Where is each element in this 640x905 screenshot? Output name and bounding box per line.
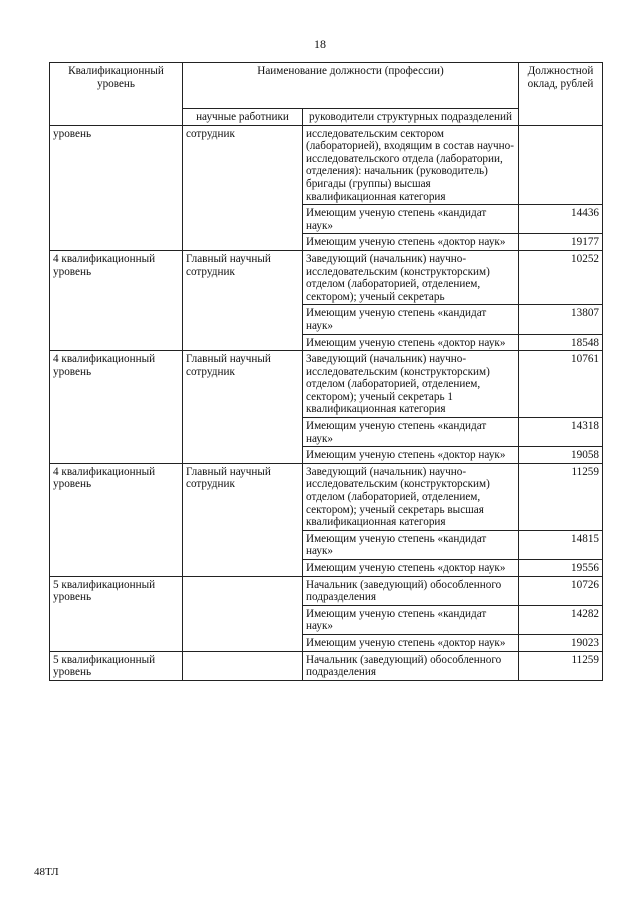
cell-salary: 14815 (519, 530, 603, 559)
table-row (50, 351, 603, 418)
cell-salary: 19177 (519, 234, 603, 251)
header-position: Наименование должности (профессии) (183, 63, 519, 109)
cell-head-position: Имеющим ученую степень «кандидат наук» (303, 418, 519, 447)
cell-salary: 11259 (519, 651, 603, 680)
table-row (50, 576, 603, 605)
cell-salary: 19058 (519, 447, 603, 464)
cell-head-position: Заведующий (начальник) научно-исследовательским (конструкторским) отделом (лабораторией, отделением, сектором); ученый секретарь 1 квалификационная категория (303, 351, 519, 418)
cell-level: 4 квалификационный уровень (50, 351, 183, 464)
footer-code: 48ТЛ (34, 866, 59, 878)
cell-head-position: Заведующий (начальник) научно-исследовательским (конструкторским) отделом (лабораторией, отделением, сектором); ученый секретарь (303, 250, 519, 304)
cell-researcher (183, 576, 303, 651)
header-researchers: научные работники (183, 109, 303, 126)
cell-level: уровень (50, 125, 183, 250)
table-row (50, 463, 603, 530)
cell-head-position: Имеющим ученую степень «доктор наук» (303, 560, 519, 577)
cell-researcher: сотрудник (183, 125, 303, 250)
cell-salary: 14318 (519, 418, 603, 447)
cell-salary: 11259 (519, 463, 603, 530)
cell-head-position: Имеющим ученую степень «доктор наук» (303, 447, 519, 464)
cell-head-position: Имеющим ученую степень «доктор наук» (303, 634, 519, 651)
cell-head-position: Заведующий (начальник) научно-исследовательским (конструкторским) отделом (лабораторией, отделением, сектором); ученый секретарь высшая квалификационная категория (303, 463, 519, 530)
cell-level: 5 квалификационный уровень (50, 651, 183, 680)
cell-researcher: Главный научный сотрудник (183, 463, 303, 576)
cell-head-position: Начальник (заведующий) обособленного подразделения (303, 651, 519, 680)
cell-head-position: Имеющим ученую степень «доктор наук» (303, 334, 519, 351)
cell-researcher (183, 651, 303, 680)
cell-level: 5 квалификационный уровень (50, 576, 183, 651)
table-header-row (50, 63, 603, 109)
cell-salary: 14436 (519, 205, 603, 234)
cell-head-position: Имеющим ученую степень «кандидат наук» (303, 530, 519, 559)
cell-head-position: Имеющим ученую степень «доктор наук» (303, 234, 519, 251)
cell-level: 4 квалификационный уровень (50, 250, 183, 350)
header-salary: Должностной оклад, рублей (519, 63, 603, 126)
cell-researcher: Главный научный сотрудник (183, 351, 303, 464)
cell-head-position: Начальник (заведующий) обособленного подразделения (303, 576, 519, 605)
page-number: 18 (314, 37, 326, 51)
cell-salary: 18548 (519, 334, 603, 351)
cell-salary: 10726 (519, 576, 603, 605)
header-level: Квалификационный уровень (50, 63, 183, 126)
table-row (50, 651, 603, 680)
cell-head-position: Имеющим ученую степень «кандидат наук» (303, 305, 519, 334)
table-row (50, 125, 603, 205)
cell-salary: 10252 (519, 250, 603, 304)
table-body (50, 125, 603, 680)
cell-salary: 19023 (519, 634, 603, 651)
cell-head-position: Имеющим ученую степень «кандидат наук» (303, 605, 519, 634)
header-heads: руководители структурных подразделений (303, 109, 519, 126)
cell-researcher: Главный научный сотрудник (183, 250, 303, 350)
cell-salary (519, 125, 603, 205)
cell-salary: 14282 (519, 605, 603, 634)
cell-head-position: Имеющим ученую степень «кандидат наук» (303, 205, 519, 234)
cell-salary: 19556 (519, 560, 603, 577)
cell-salary: 10761 (519, 351, 603, 418)
table-row (50, 250, 603, 304)
cell-level: 4 квалификационный уровень (50, 463, 183, 576)
cell-head-position: исследовательским сектором (лабораторией), входящим в состав научно-исследовательского отдела (лаборатории, отделения): начальник (руководитель) бригады (группы) высшая квалификационная категория (303, 125, 519, 205)
salary-table (49, 62, 603, 681)
cell-salary: 13807 (519, 305, 603, 334)
